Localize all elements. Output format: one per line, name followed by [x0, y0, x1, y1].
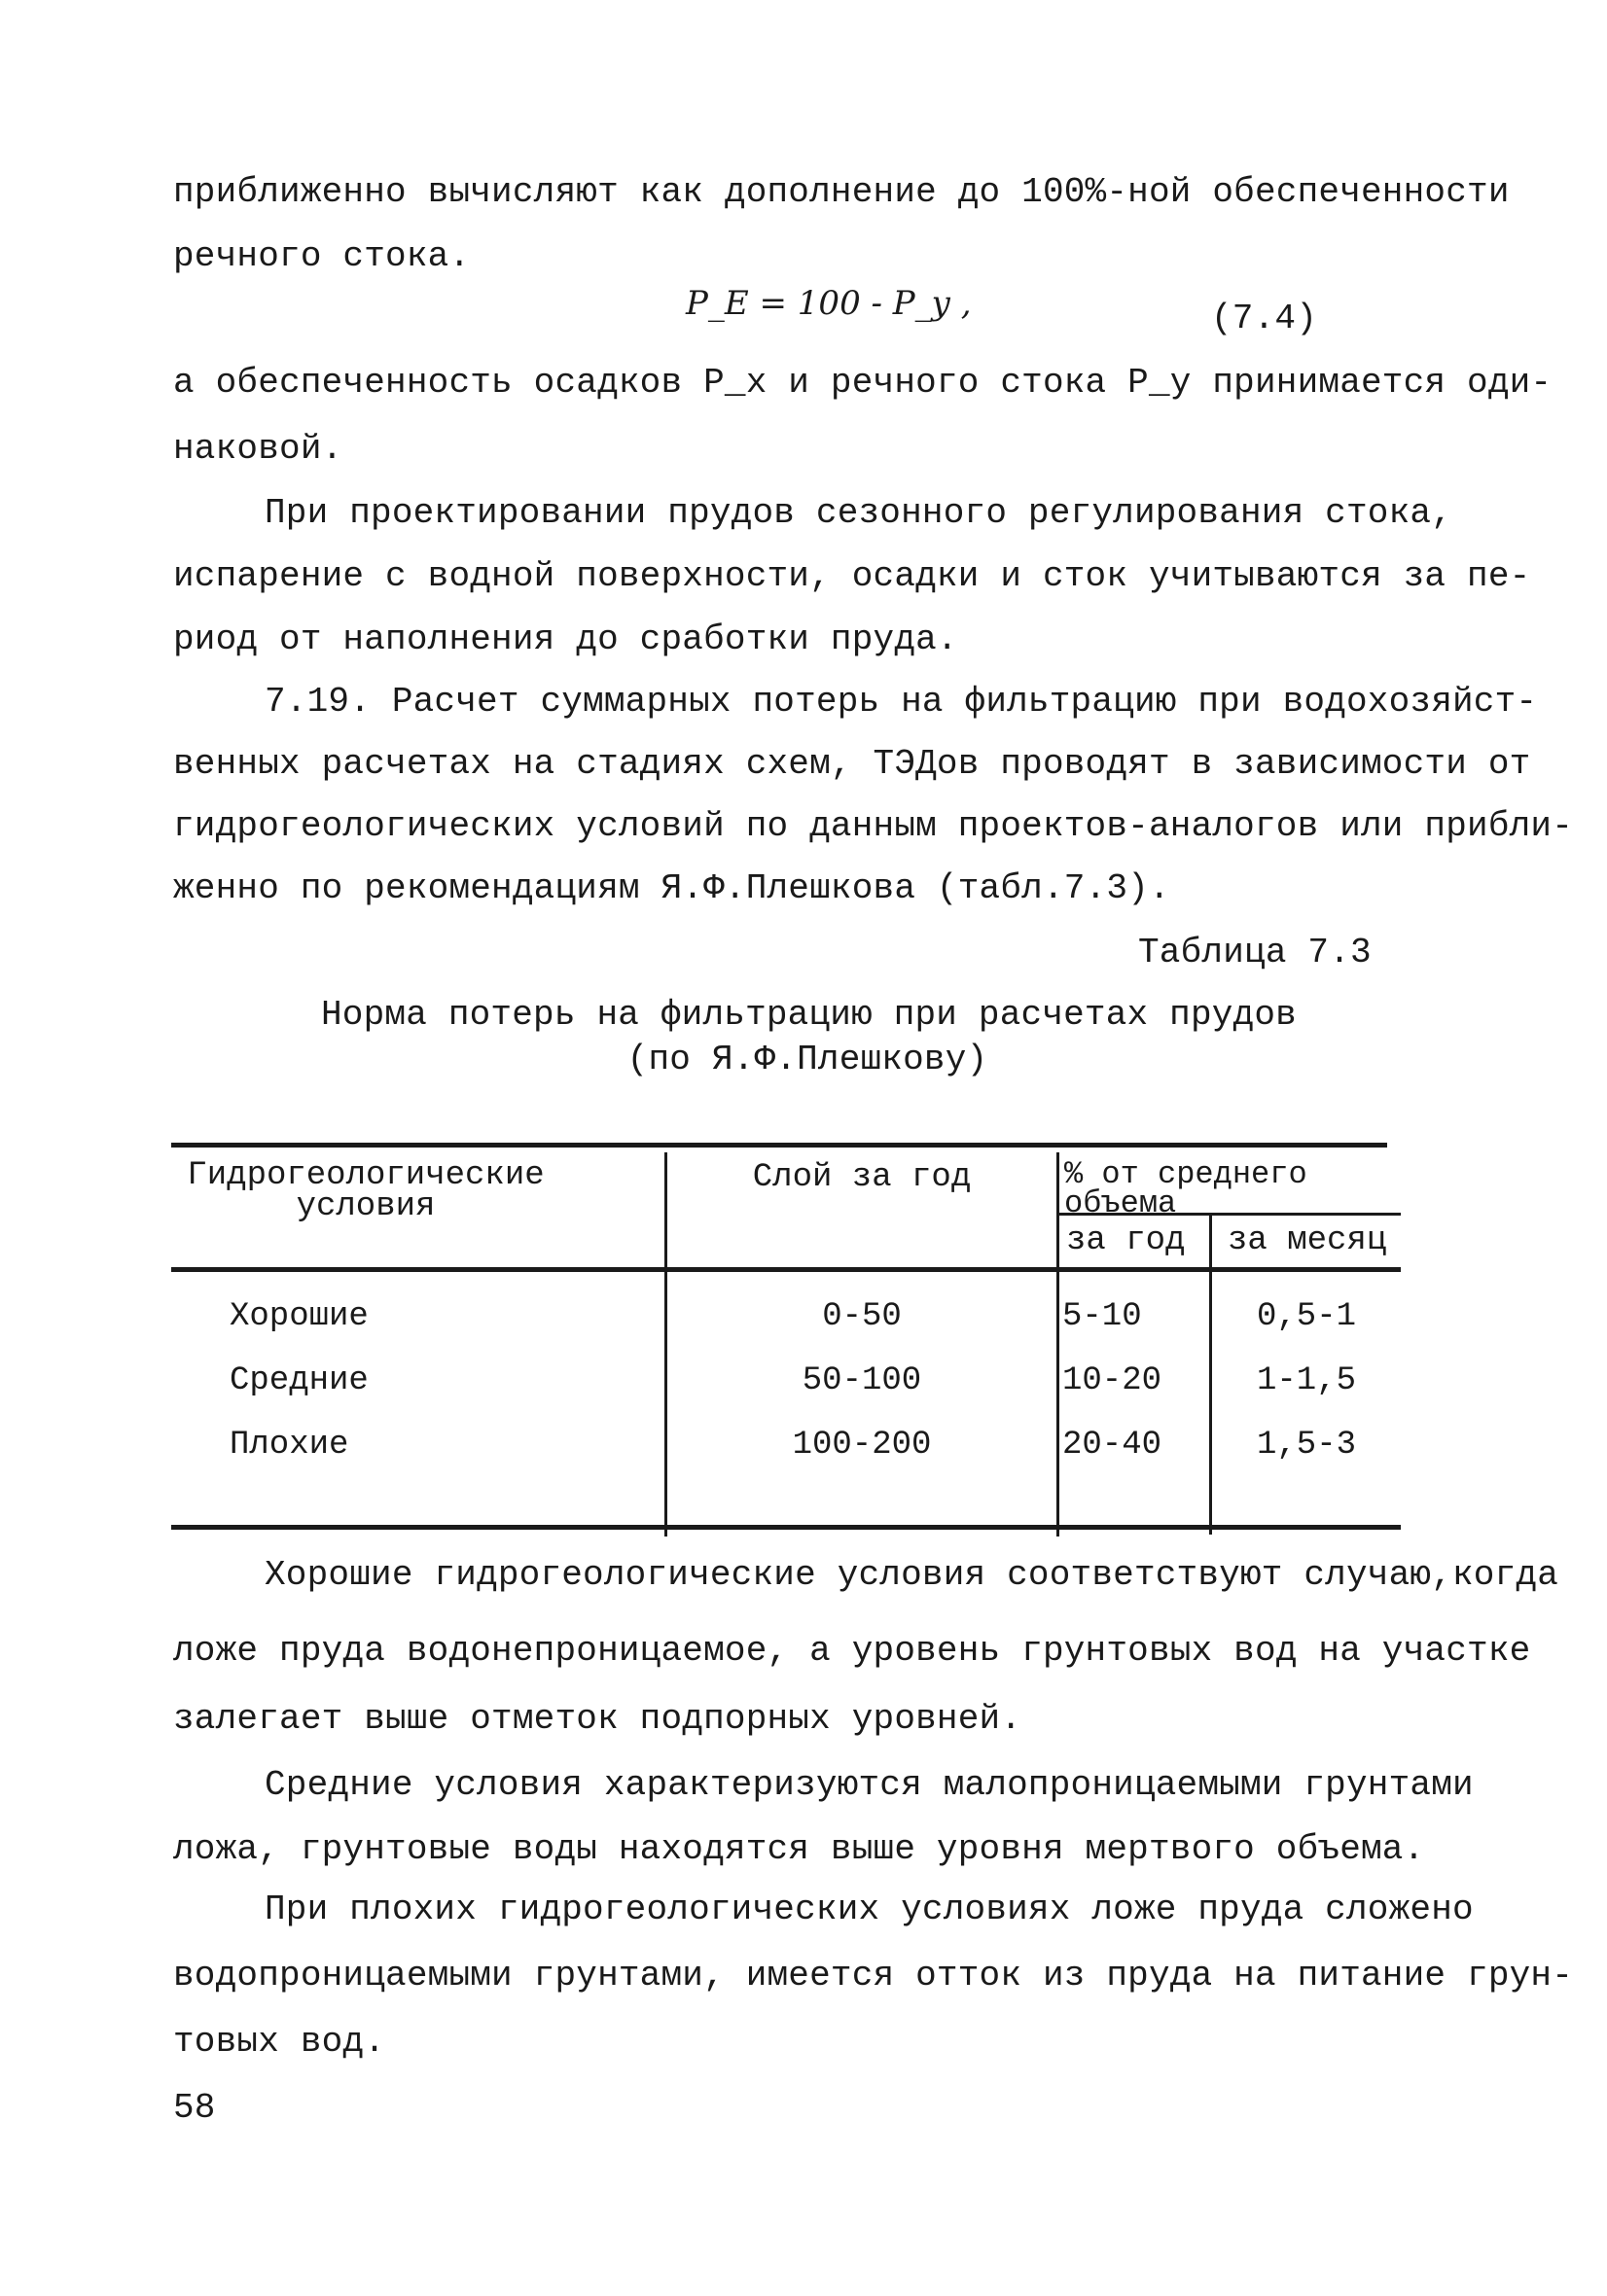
page-number: 58: [173, 2088, 216, 2128]
row-1-conditions: Хорошие: [230, 1298, 369, 1335]
row-1-layer: 0-50: [822, 1298, 902, 1335]
para-after-formula-line-1: а обеспеченность осадков P_x и речного стока P_y принимается оди-: [173, 363, 1553, 403]
para-good-line-2: ложе пруда водонепроницаемое, а уровень грунтовых вод на участке: [173, 1631, 1531, 1671]
para-medium-line-1: Средние условия характеризуются малопроницаемыми грунтами: [265, 1765, 1474, 1805]
para-design-line-2: испарение с водной поверхности, осадки и сток учитываются за пе-: [173, 556, 1531, 596]
para-bad-line-3: товых вод.: [173, 2022, 386, 2062]
header-per-year: за год: [1066, 1222, 1186, 1259]
para-medium-line-2: ложа, грунтовые воды находятся выше уровня мертвого объема.: [173, 1829, 1425, 1869]
row-3-per-year: 20-40: [1062, 1427, 1162, 1464]
row-3-layer: 100-200: [792, 1427, 932, 1464]
para-design-line-3: риод от наполнения до сработки пруда.: [173, 619, 958, 659]
table-bottom-rule: [171, 1525, 1401, 1530]
para-719-line-1: 7.19. Расчет суммарных потерь на фильтрацию при водохозяйст-: [265, 682, 1538, 722]
para-good-line-1: Хорошие гидрогеологические условия соответствуют случаю,когда: [265, 1555, 1559, 1595]
formula-expression: P_E = 100 - P_y ,: [686, 284, 972, 323]
intro-line-1: приближенно вычисляют как дополнение до 100%-ной обеспеченности: [173, 172, 1510, 212]
header-per-month: за месяц: [1228, 1222, 1387, 1259]
row-2-per-year: 10-20: [1062, 1362, 1162, 1399]
para-719-line-2: венных расчетах на стадиях схем, ТЭДов проводят в зависимости от: [173, 744, 1531, 784]
formula-number: (7.4): [1211, 299, 1318, 338]
para-bad-line-1: При плохих гидрогеологических условиях ложе пруда сложено: [265, 1890, 1474, 1929]
header-layer: Слой за год: [752, 1159, 972, 1196]
table-divider-1: [664, 1152, 667, 1537]
row-1-per-month: 0,5-1: [1256, 1298, 1357, 1335]
header-conditions: Гидрогеологические условия: [187, 1157, 545, 1225]
para-design-line-1: При проектировании прудов сезонного регулирования стока,: [265, 493, 1452, 533]
table-top-rule: [171, 1143, 1387, 1148]
para-good-line-3: залегает выше отметок подпорных уровней.: [173, 1699, 1022, 1739]
row-2-layer: 50-100: [802, 1362, 922, 1399]
para-bad-line-2: водопроницаемыми грунтами, имеется отток из пруда на питание грун-: [173, 1956, 1574, 1996]
row-3-per-month: 1,5-3: [1256, 1427, 1357, 1464]
row-1-per-year: 5-10: [1062, 1298, 1142, 1335]
table-divider-2: [1056, 1152, 1059, 1537]
table-label: Таблица 7.3: [1138, 933, 1372, 972]
para-after-formula-line-2: наковой.: [173, 429, 343, 469]
intro-line-2: речного стока.: [173, 236, 471, 276]
row-3-conditions: Плохие: [230, 1427, 349, 1464]
header-percent: % от среднего объема: [1064, 1156, 1307, 1221]
para-719-line-3: гидрогеологических условий по данным проектов-аналогов или прибли-: [173, 806, 1574, 846]
para-719-line-4: женно по рекомендациям Я.Ф.Плешкова (табл.7.3).: [173, 868, 1170, 908]
table-header-rule: [171, 1267, 1401, 1272]
row-2-per-month: 1-1,5: [1256, 1362, 1357, 1399]
row-2-conditions: Средние: [230, 1362, 369, 1399]
table-title-line-2: (по Я.Ф.Плешкову): [626, 1040, 988, 1079]
table-title-line-1: Норма потерь на фильтрацию при расчетах прудов: [321, 995, 1297, 1035]
